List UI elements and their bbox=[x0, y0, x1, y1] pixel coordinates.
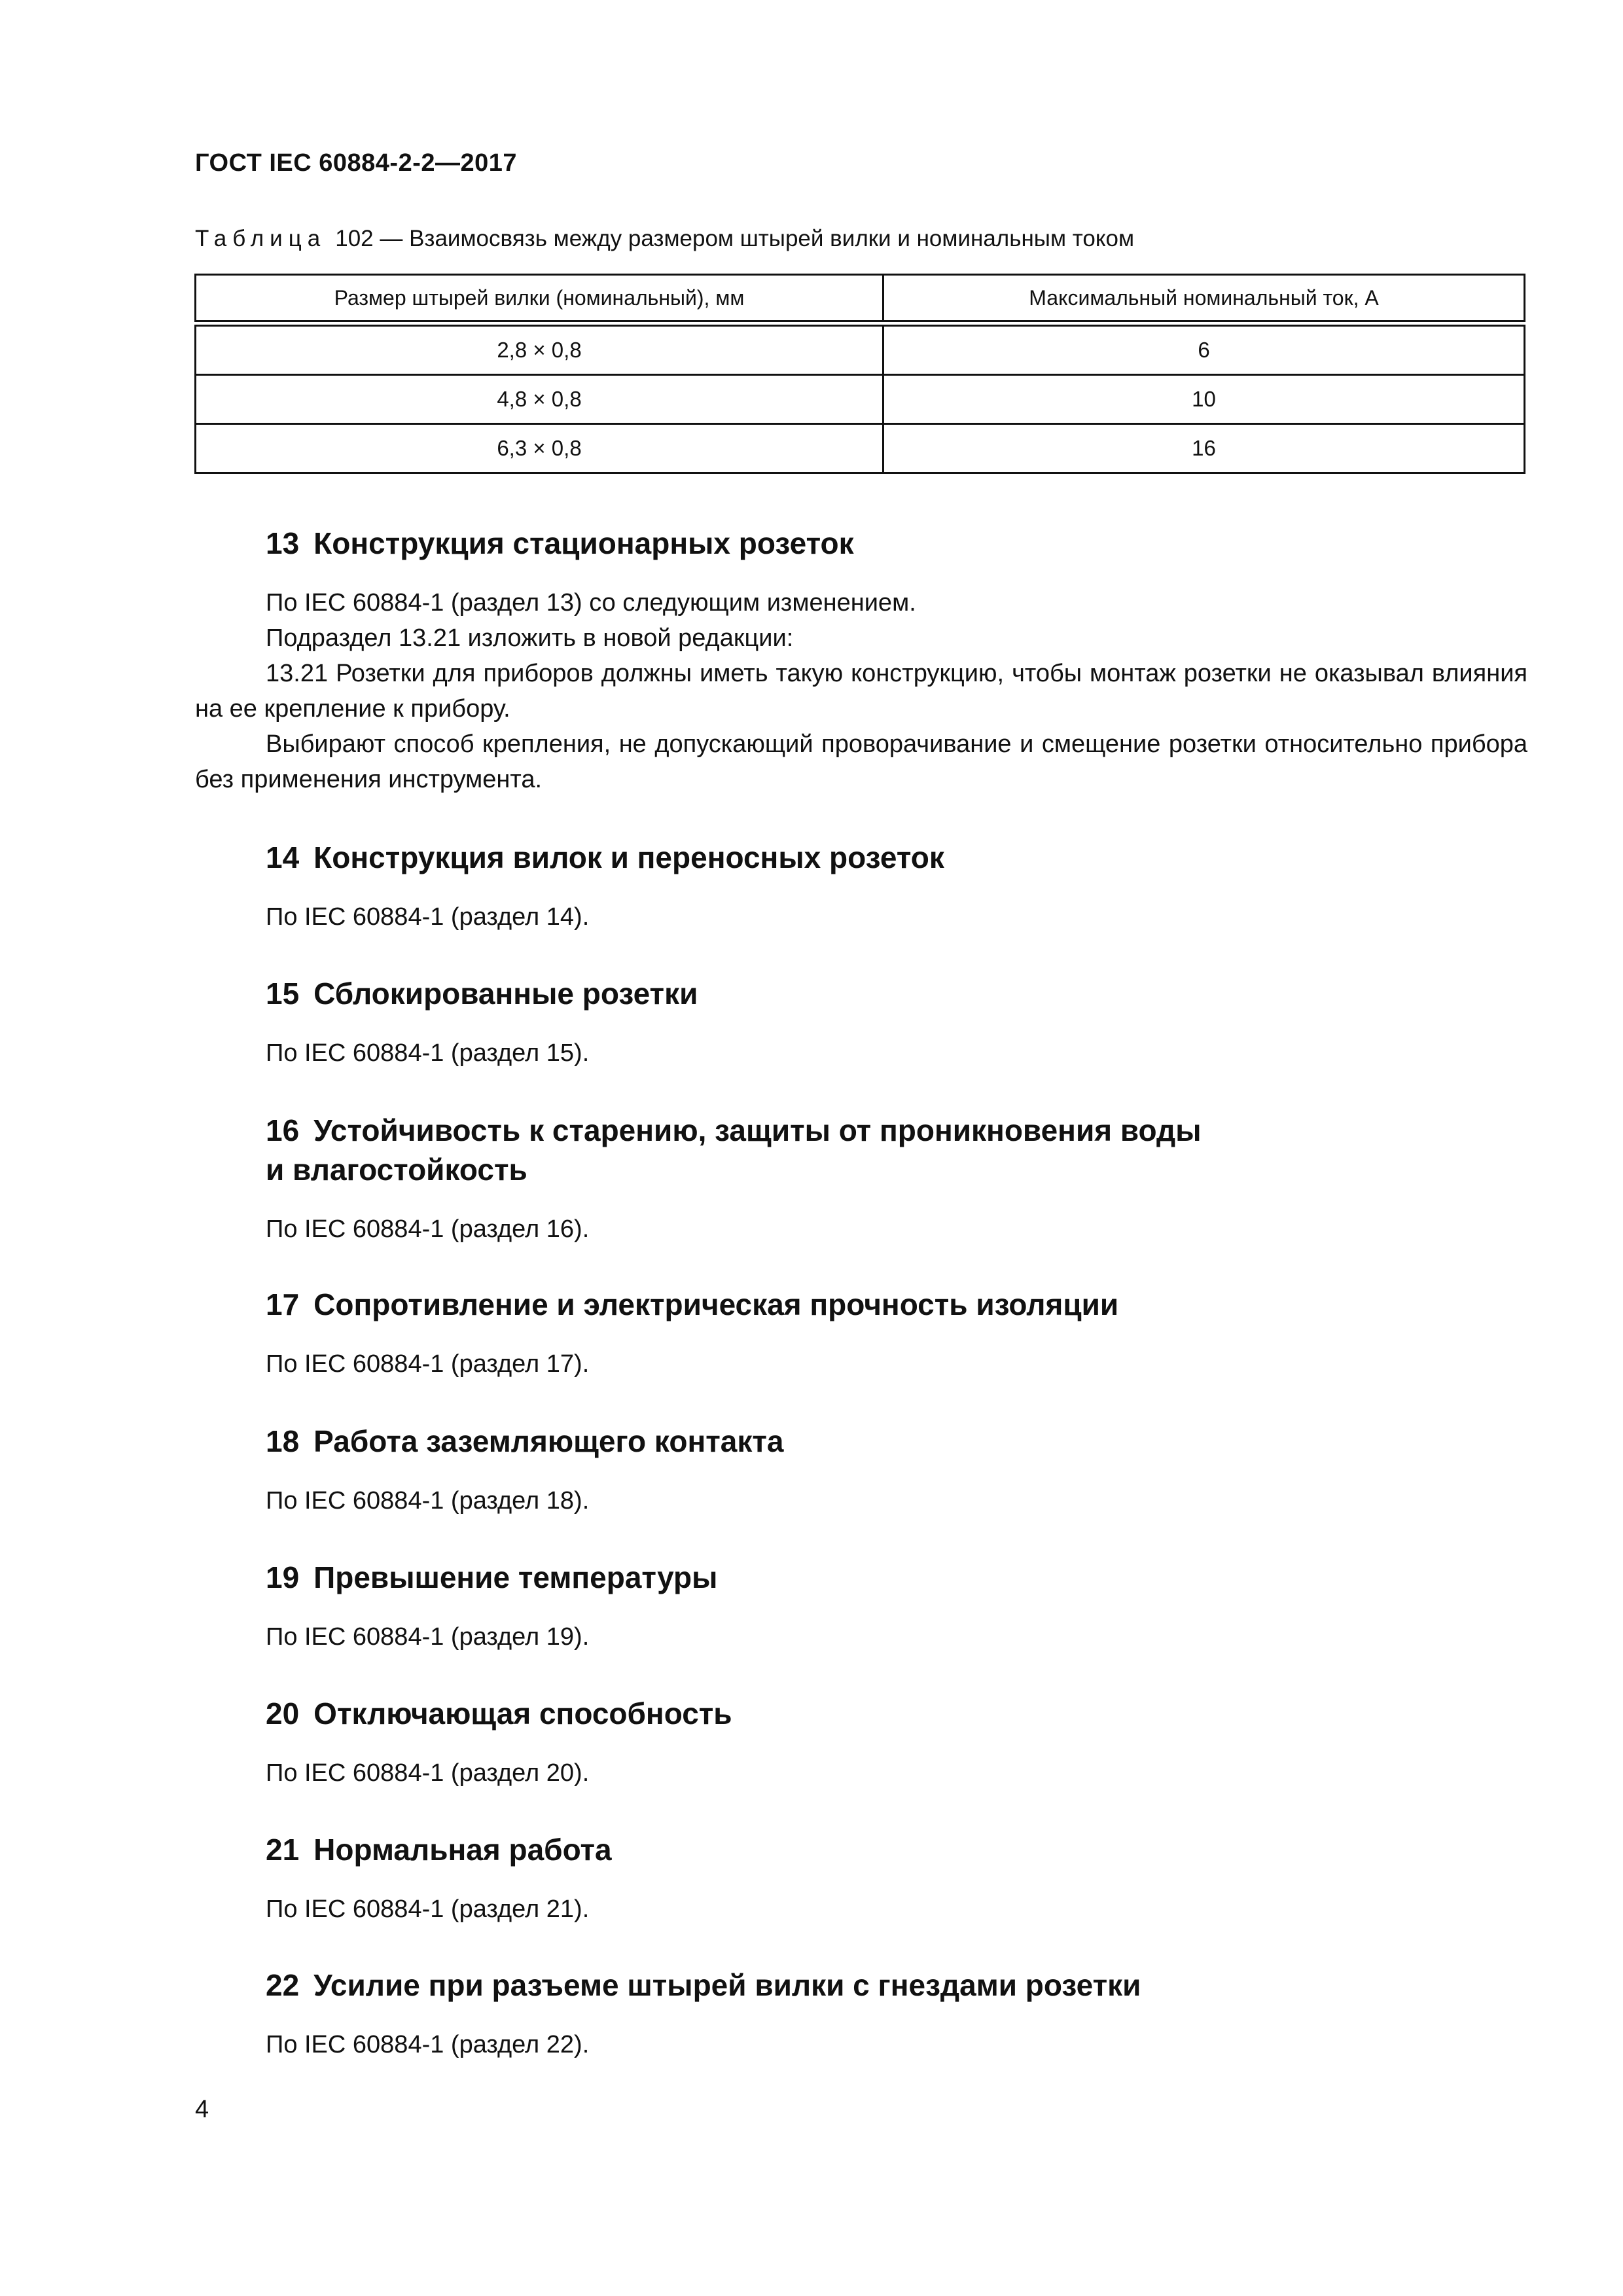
section-title: Конструкция стационарных розеток bbox=[313, 526, 854, 560]
section-number: 18 bbox=[266, 1424, 300, 1458]
section-heading bbox=[195, 1111, 1527, 1189]
table-row bbox=[196, 375, 1525, 424]
section-title: Усилие при разъеме штырей вилки с гнездами розетки bbox=[313, 1968, 1141, 2002]
table-cell: 10 bbox=[883, 375, 1525, 424]
section-paragraph: По IEC 60884-1 (раздел 18). bbox=[266, 1487, 590, 1515]
section-21 bbox=[195, 1830, 1527, 1927]
section-18 bbox=[195, 1422, 1527, 1518]
section-paragraph: По IEC 60884-1 (раздел 14). bbox=[266, 903, 590, 931]
section-paragraph: По IEC 60884-1 (раздел 20). bbox=[266, 1759, 590, 1787]
section-heading bbox=[195, 1285, 1527, 1324]
section-paragraph: По IEC 60884-1 (раздел 17). bbox=[266, 1350, 590, 1378]
table-row bbox=[196, 424, 1525, 473]
section-number: 13 bbox=[266, 526, 300, 560]
table-caption-label: Таблица bbox=[195, 226, 327, 251]
section-14 bbox=[195, 838, 1527, 935]
section-paragraph: Выбирают способ крепления, не допускающий проворачивание и смещение розетки относительно прибора без применения инструмента. bbox=[195, 730, 1527, 793]
section-heading bbox=[195, 1422, 1527, 1461]
section-17 bbox=[195, 1285, 1527, 1382]
table-header-row bbox=[196, 275, 1525, 324]
section-paragraph: По IEC 60884-1 (раздел 21). bbox=[266, 1895, 590, 1923]
table-cell: 4,8 × 0,8 bbox=[196, 375, 883, 424]
section-title: Нормальная работа bbox=[313, 1833, 612, 1867]
section-paragraph: По IEC 60884-1 (раздел 19). bbox=[266, 1623, 590, 1651]
table-caption bbox=[195, 226, 1134, 252]
section-19 bbox=[195, 1558, 1527, 1655]
section-15 bbox=[195, 974, 1527, 1071]
section-22 bbox=[195, 1965, 1527, 2062]
section-20 bbox=[195, 1694, 1527, 1791]
section-heading bbox=[195, 1558, 1527, 1597]
table-row bbox=[196, 323, 1525, 375]
section-number: 17 bbox=[266, 1287, 300, 1321]
section-heading bbox=[195, 1694, 1527, 1733]
section-number: 20 bbox=[266, 1696, 300, 1731]
section-heading bbox=[195, 974, 1527, 1013]
section-heading bbox=[195, 1830, 1527, 1869]
section-paragraph: 13.21 Розетки для приборов должны иметь такую конструкцию, чтобы монтаж розетки не оказывал влияния на ее крепление к прибору. bbox=[195, 660, 1527, 723]
section-title: Сблокированные розетки bbox=[313, 977, 698, 1011]
section-paragraph: По IEC 60884-1 (раздел 16). bbox=[266, 1215, 590, 1243]
section-number: 22 bbox=[266, 1968, 300, 2002]
section-number: 15 bbox=[266, 977, 300, 1011]
section-paragraph: Подраздел 13.21 изложить в новой редакции: bbox=[266, 624, 794, 652]
section-number: 14 bbox=[266, 840, 300, 874]
section-number: 19 bbox=[266, 1560, 300, 1594]
section-number: 16 bbox=[266, 1113, 300, 1147]
section-title-line2: и влагостойкость bbox=[266, 1153, 527, 1187]
table-cell: 6 bbox=[883, 323, 1525, 375]
section-16 bbox=[195, 1111, 1527, 1247]
pin-current-table bbox=[194, 274, 1525, 474]
table-column-header: Размер штырей вилки (номинальный), мм bbox=[196, 275, 883, 324]
section-title: Отключающая способность bbox=[313, 1696, 732, 1731]
document-header: ГОСТ IEC 60884-2-2—2017 bbox=[195, 149, 518, 177]
section-title: Конструкция вилок и переносных розеток bbox=[313, 840, 944, 874]
section-title: Работа заземляющего контакта bbox=[313, 1424, 784, 1458]
page-number: 4 bbox=[195, 2096, 209, 2123]
section-title: Устойчивость к старению, защиты от проникновения воды bbox=[313, 1113, 1202, 1147]
section-title: Превышение температуры bbox=[313, 1560, 718, 1594]
table-caption-text: 102 — Взаимосвязь между размером штырей вилки и номинальным током bbox=[335, 226, 1135, 251]
table-cell: 2,8 × 0,8 bbox=[196, 323, 883, 375]
section-title: Сопротивление и электрическая прочность изоляции bbox=[313, 1287, 1119, 1321]
section-heading bbox=[195, 838, 1527, 877]
table-cell: 16 bbox=[883, 424, 1525, 473]
section-paragraph: По IEC 60884-1 (раздел 22). bbox=[266, 2031, 590, 2058]
table-cell: 6,3 × 0,8 bbox=[196, 424, 883, 473]
section-paragraph: По IEC 60884-1 (раздел 15). bbox=[266, 1039, 590, 1067]
section-number: 21 bbox=[266, 1833, 300, 1867]
table-column-header: Максимальный номинальный ток, А bbox=[883, 275, 1525, 324]
section-heading bbox=[195, 524, 1527, 563]
section-heading bbox=[195, 1965, 1527, 2005]
section-13 bbox=[195, 524, 1527, 797]
section-paragraph: По IEC 60884-1 (раздел 13) со следующим изменением. bbox=[266, 589, 916, 617]
